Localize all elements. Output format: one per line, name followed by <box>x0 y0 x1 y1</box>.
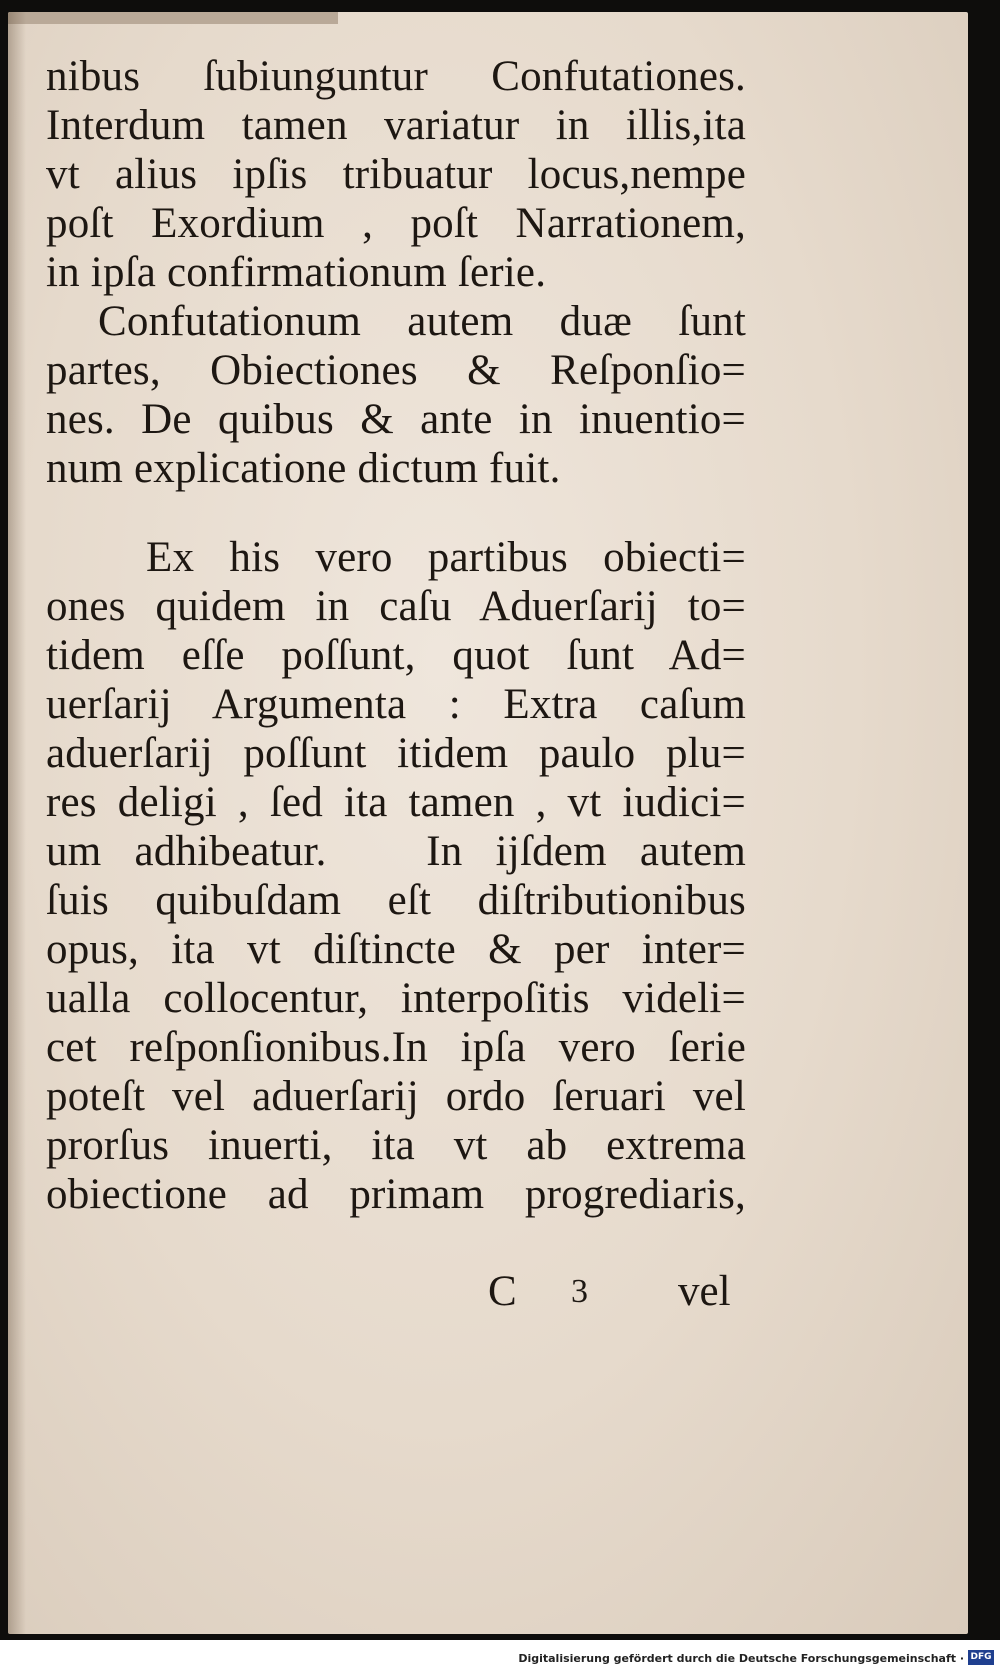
text-line: Interdum tamen variatur in illis,ita <box>46 102 746 149</box>
text-line: poteſt vel aduerſarij ordo ſeruari vel <box>46 1073 746 1120</box>
dfg-logo: DFG <box>968 1650 994 1665</box>
text-line: um adhibeatur. In ijſdem autem <box>46 828 746 875</box>
text-line: in ipſa confirmationum ſerie. <box>46 249 547 296</box>
body-text <box>46 52 746 1219</box>
text-line: tidem eſſe poſſunt, quot ſunt Ad= <box>46 632 746 679</box>
text-line: Ex his vero partibus obiecti= <box>146 534 746 581</box>
text-line: opus, ita vt diſtincte & per inter= <box>46 926 746 973</box>
text-line: aduerſarij poſſunt itidem paulo plu= <box>46 730 746 777</box>
catchword: vel <box>678 1268 731 1315</box>
text-line: ualla collocentur, interpoſitis videli= <box>46 975 746 1022</box>
text-line: ſuis quibuſdam eſt diſtributionibus <box>46 877 746 924</box>
signature-mark: C <box>488 1268 517 1315</box>
text-line: nibus ſubiunguntur Confutationes. <box>46 53 746 100</box>
book-page <box>8 12 968 1634</box>
funding-credit: Digitalisierung gefördert durch die Deutsche Forschungsgemeinschaft · <box>518 1652 964 1665</box>
signature-number: 3 <box>571 1273 588 1310</box>
page-edge-strip <box>8 12 338 24</box>
text-line: ones quidem in caſu Aduerſarij to= <box>46 583 746 630</box>
text-line: prorſus inuerti, ita vt ab extrema <box>46 1122 746 1169</box>
text-line: partes, Obiectiones & Reſponſio= <box>46 347 746 394</box>
paragraph-gap <box>46 493 746 533</box>
catchline <box>448 1267 748 1316</box>
gutter-shadow <box>8 12 26 1634</box>
text-line: obiectione ad primam progrediaris, <box>46 1171 746 1218</box>
text-line: cet reſponſionibus.In ipſa vero ſerie <box>46 1024 746 1071</box>
text-line: poſt Exordium , poſt Narrationem, <box>46 200 746 247</box>
text-line: Confutationum autem duæ ſunt <box>98 298 746 345</box>
text-line: nes. De quibus & ante in inuentio= <box>46 396 746 443</box>
text-line: num explicatione dictum fuit. <box>46 445 561 492</box>
text-line: vt alius ipſis tribuatur locus,nempe <box>46 151 746 198</box>
text-line: uerſarij Argumenta : Extra caſum <box>46 681 746 728</box>
text-line: res deligi , ſed ita tamen , vt iudici= <box>46 779 746 826</box>
